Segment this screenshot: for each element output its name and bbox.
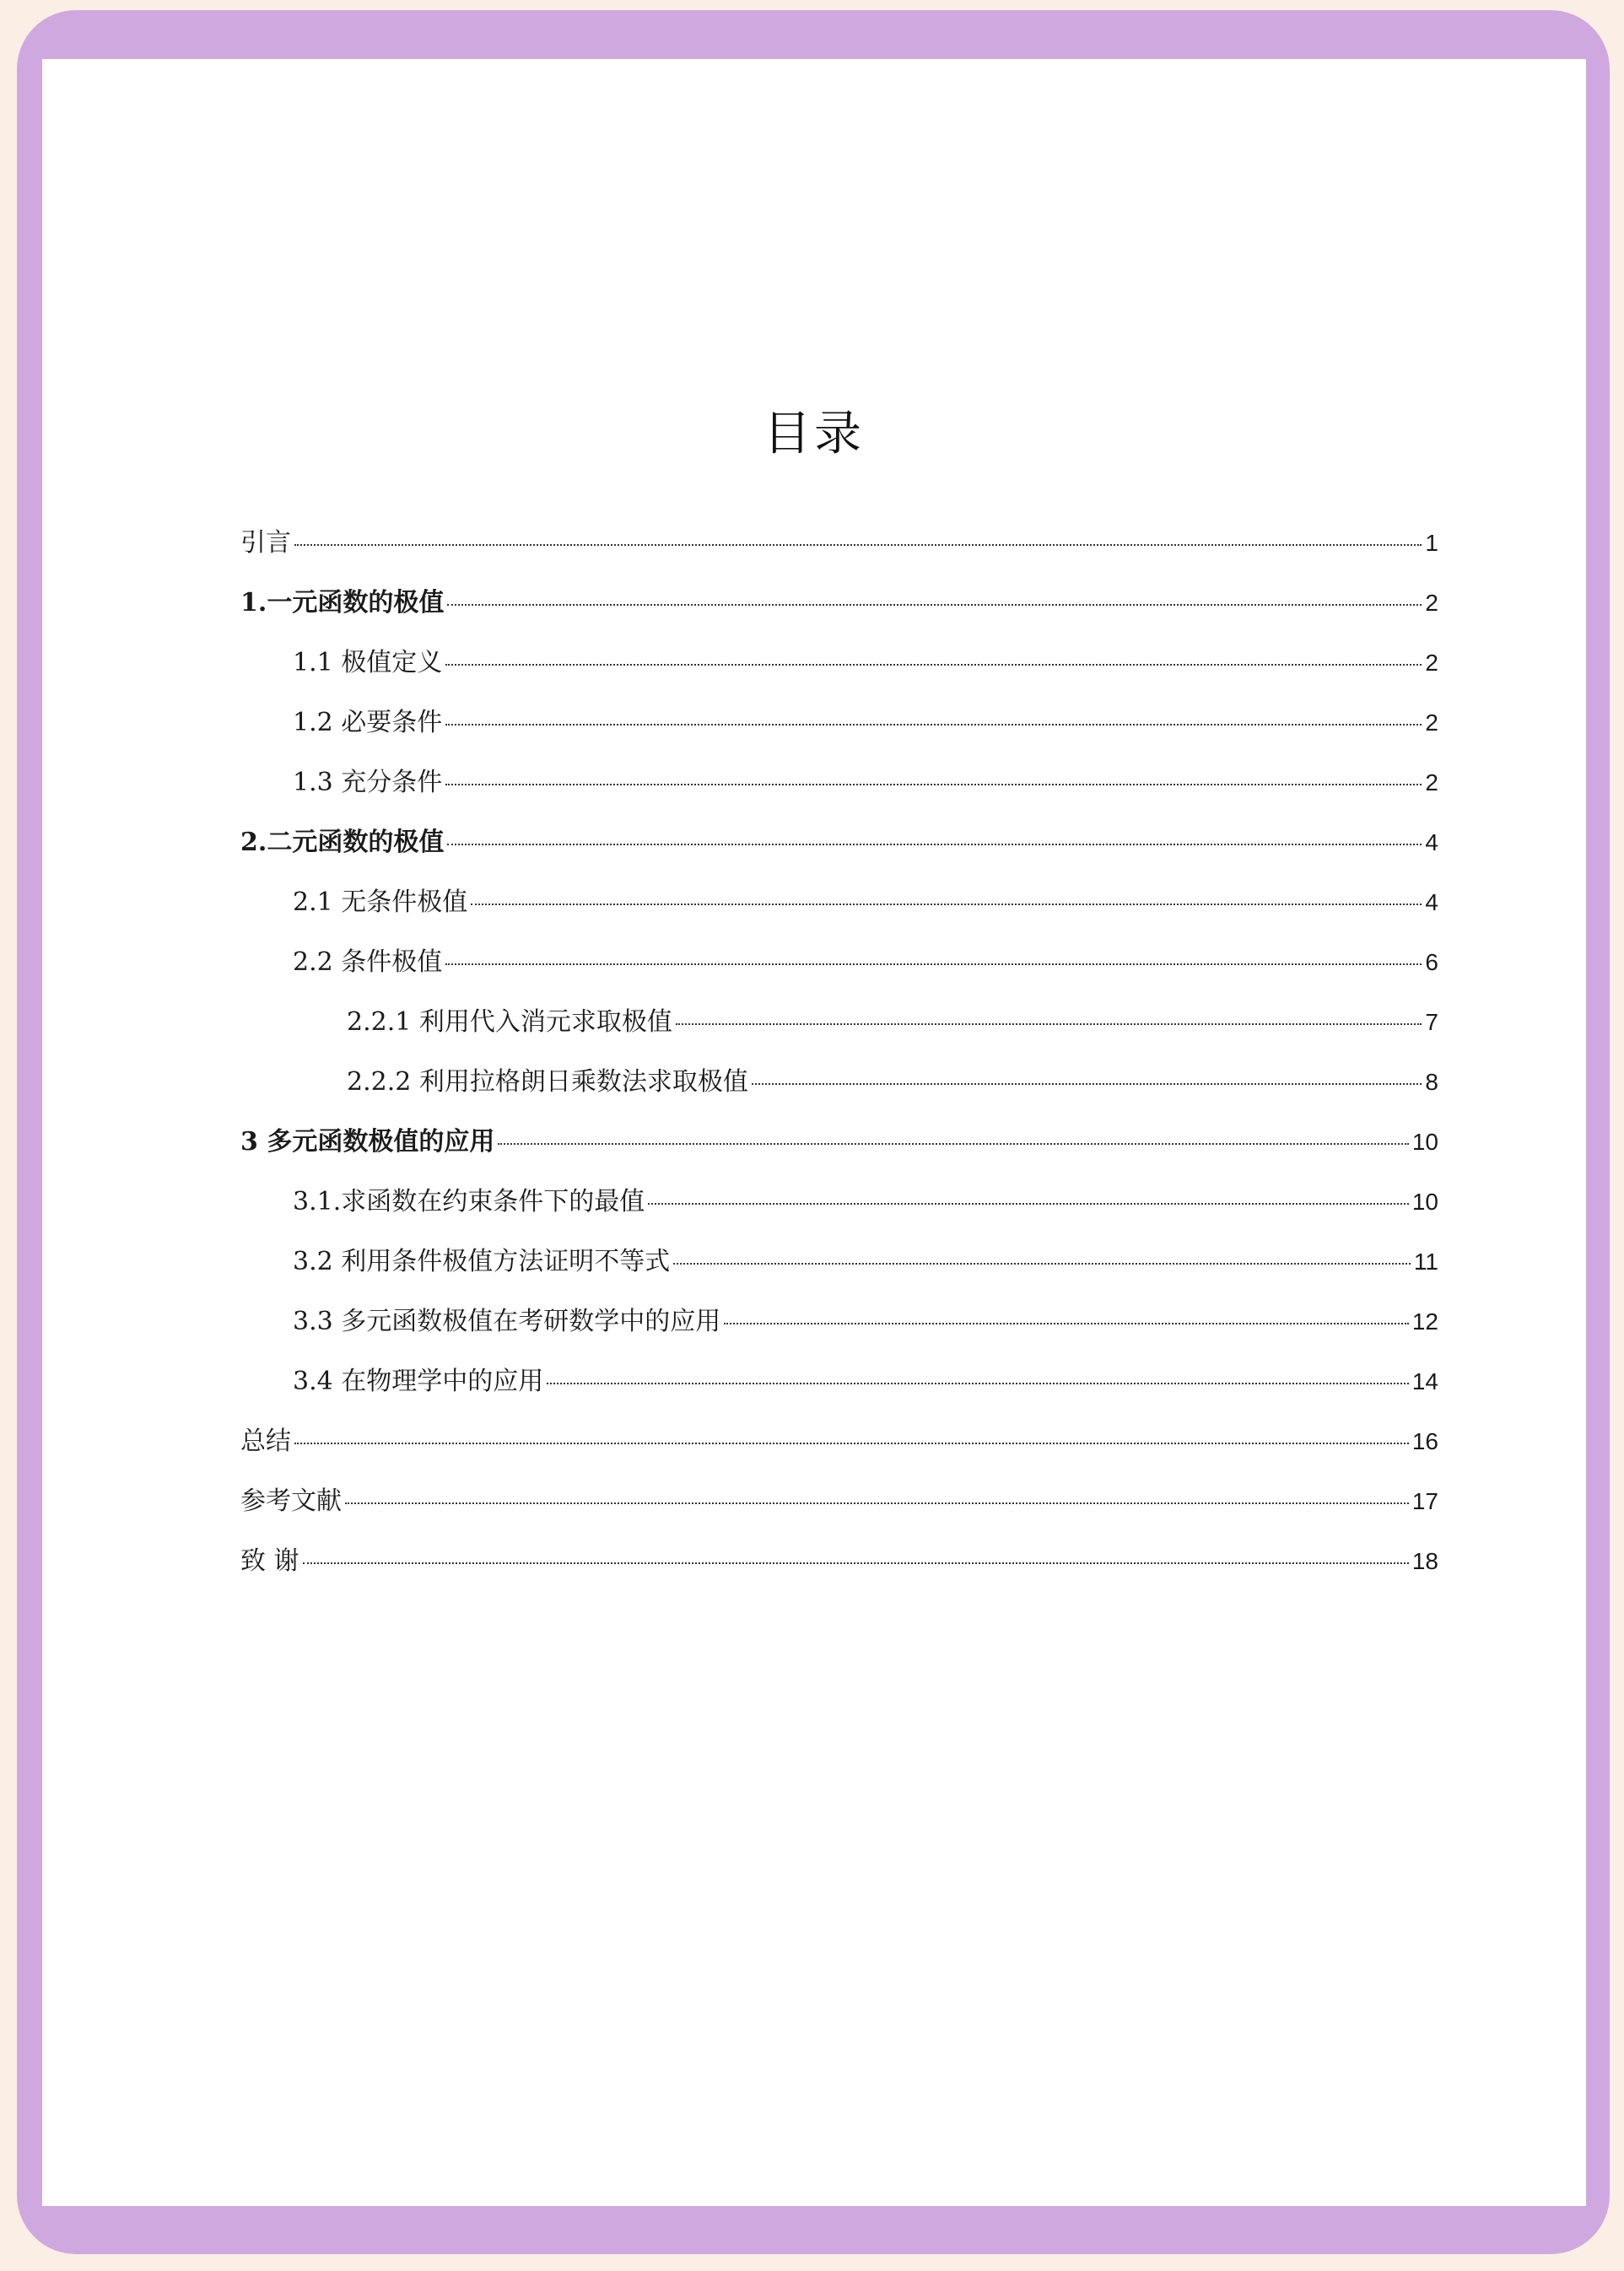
toc-entry-page-number: 6 — [1425, 949, 1438, 975]
toc-entry[interactable] — [240, 1300, 1438, 1360]
toc-entry-page-number: 12 — [1411, 1308, 1438, 1335]
toc-entry[interactable] — [240, 701, 1438, 761]
toc-leader-dots — [648, 1203, 1409, 1205]
toc-entry-label: 参考文献 — [240, 1486, 342, 1516]
toc-leader-dots — [445, 664, 1422, 666]
toc-entry-page-number: 10 — [1411, 1189, 1438, 1215]
toc-entry-page-number: 7 — [1425, 1009, 1438, 1035]
toc-entry[interactable] — [240, 1240, 1438, 1300]
toc-entry-label: 2.二元函数的极值 — [240, 828, 445, 857]
toc-entry-label: 3.4 在物理学中的应用 — [293, 1367, 544, 1396]
toc-entry-page-number: 10 — [1411, 1129, 1438, 1155]
toc-entry[interactable] — [240, 881, 1438, 941]
toc-entry-page-number: 14 — [1411, 1368, 1438, 1394]
toc-entry-label: 1.1 极值定义 — [293, 648, 443, 677]
toc-entry-page-number: 1 — [1425, 530, 1438, 556]
document-page — [42, 59, 1586, 2206]
toc-entry-label: 致 谢 — [240, 1546, 299, 1576]
toc-entry-label: 3.3 多元函数极值在考研数学中的应用 — [293, 1307, 721, 1336]
toc-entry-label: 2.2.2 利用拉格朗日乘数法求取极值 — [347, 1067, 748, 1097]
toc-entry-label: 1.一元函数的极值 — [240, 588, 445, 618]
toc-entry[interactable] — [240, 641, 1438, 701]
toc-leader-dots — [303, 1562, 1409, 1564]
toc-leader-dots — [498, 1143, 1409, 1145]
toc-entry-page-number: 16 — [1411, 1428, 1438, 1454]
toc-leader-dots — [447, 604, 1422, 606]
toc-leader-dots — [294, 1443, 1409, 1444]
toc-entry-label: 引言 — [240, 528, 291, 558]
toc-entry-page-number: 2 — [1425, 769, 1438, 796]
toc-entry-page-number: 4 — [1425, 889, 1438, 915]
toc-entry-label: 3.2 利用条件极值方法证明不等式 — [293, 1247, 671, 1276]
toc-entry-label: 3 多元函数极值的应用 — [240, 1127, 495, 1157]
toc-entry[interactable] — [240, 1060, 1438, 1120]
toc-entry[interactable] — [240, 1480, 1438, 1540]
toc-leader-dots — [752, 1083, 1422, 1085]
toc-entry-label: 2.2 条件极值 — [293, 947, 443, 977]
toc-entry-label: 2.1 无条件极值 — [293, 887, 468, 917]
toc-entry[interactable] — [240, 761, 1438, 821]
toc-entry[interactable] — [240, 1120, 1438, 1180]
toc-entry[interactable] — [240, 581, 1438, 641]
toc-entry[interactable] — [240, 1420, 1438, 1480]
toc-entry-label: 3.1.求函数在约束条件下的最值 — [293, 1187, 645, 1216]
toc-entry-page-number: 2 — [1425, 709, 1438, 736]
toc-leader-dots — [445, 724, 1422, 726]
toc-leader-dots — [724, 1323, 1409, 1324]
toc-leader-dots — [294, 544, 1422, 546]
toc-entry[interactable] — [240, 941, 1438, 1001]
toc-entry-page-number: 2 — [1425, 650, 1438, 676]
toc-leader-dots — [673, 1263, 1411, 1265]
toc-entry-page-number: 11 — [1413, 1249, 1438, 1275]
toc-entry-label: 1.2 必要条件 — [293, 708, 443, 737]
toc-entry[interactable] — [240, 821, 1438, 881]
toc-entry-page-number: 2 — [1425, 590, 1438, 616]
toc-entry-label: 总结 — [240, 1427, 291, 1456]
toc-title: 目录 — [763, 407, 865, 461]
toc-entry-page-number: 8 — [1425, 1069, 1438, 1095]
toc-entry-page-number: 17 — [1411, 1488, 1438, 1514]
toc-entry[interactable] — [240, 1180, 1438, 1240]
toc-entry[interactable] — [240, 1001, 1438, 1060]
toc-leader-dots — [676, 1023, 1422, 1025]
toc-entry-page-number: 4 — [1425, 829, 1438, 855]
toc-leader-dots — [345, 1502, 1409, 1504]
toc-leader-dots — [547, 1383, 1409, 1384]
toc-leader-dots — [445, 963, 1422, 965]
toc-entry[interactable] — [240, 521, 1438, 581]
toc-entry[interactable] — [240, 1540, 1438, 1599]
toc-leader-dots — [445, 784, 1422, 785]
toc-entry-label: 2.2.1 利用代入消元求取极值 — [347, 1007, 672, 1037]
toc-leader-dots — [447, 844, 1422, 845]
toc-entry-page-number: 18 — [1411, 1548, 1438, 1574]
toc-entry[interactable] — [240, 1360, 1438, 1420]
toc-entry-label: 1.3 充分条件 — [293, 768, 443, 797]
table-of-contents — [240, 521, 1438, 1599]
toc-leader-dots — [471, 904, 1422, 905]
